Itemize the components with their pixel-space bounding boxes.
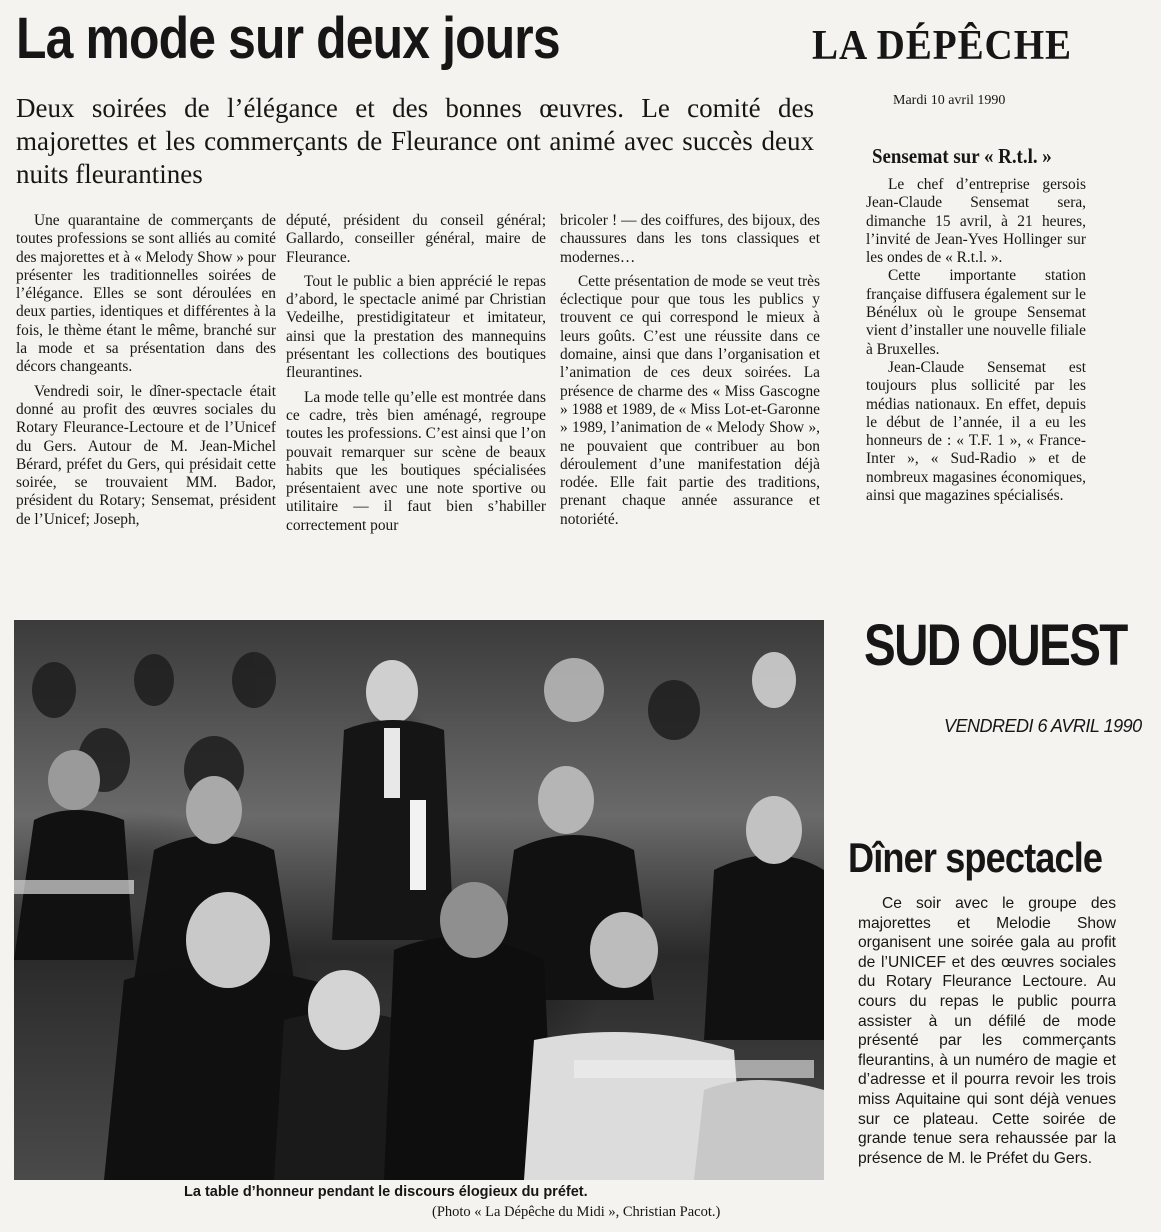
article-column-1 xyxy=(16,212,276,529)
depeche-date: Mardi 10 avril 1990 xyxy=(893,93,1006,108)
paragraph: Jean-Claude Sensemat est toujours plus sollicité par les médias nationaux. En effet, depuis le début de l’année, il a eu les honneurs de : « T.F. 1 », « France-Inter », « Sud-Radio » et de nombreux magasines économiques, ainsi que magazines spécialisés. xyxy=(866,358,1086,505)
paragraph: Cette importante station française diffusera également sur le Bénélux où le groupe Sensemat vient d’installer une nouvelle filiale à Bruxelles. xyxy=(866,267,1086,358)
paragraph: Le chef d’entreprise gersois Jean-Claude Sensemat sera, dimanche 15 avril, à 21 heures, l’invité de Jean-Yves Hollinger sur les ondes de « R.t.l. ». xyxy=(866,176,1086,267)
depeche-article-title: Sensemat sur « R.t.l. » xyxy=(872,144,1052,168)
photo-credit: (Photo « La Dépêche du Midi », Christian Pacot.) xyxy=(432,1204,721,1220)
photo-caption: La table d’honneur pendant le discours élogieux du préfet. xyxy=(184,1184,588,1200)
paragraph: bricoler ! — des coiffures, des bijoux, des chaussures dans les tons classiques et modernes… xyxy=(560,212,820,266)
depeche-masthead: LA DÉPÊCHE xyxy=(812,23,1072,69)
sudouest-article-title: Dîner spectacle xyxy=(848,834,1103,881)
depeche-article-body xyxy=(866,176,1086,505)
paragraph: Cette présentation de mode se veut très éclectique pour que tous les publics y trouvent ce qui correspond le mieux à leurs goûts. C’est une réussite dans ce domaine, ainsi que dans l’organisation et l’animation de ces deux soirées. La présence de charme des « Miss Gascogne » 1988 et 1989, de « Miss Lot-et-Garonne » 1989, l’animation de « Melody Show », ne pouvaient que contribuer au bon déroulement d’une manifestation déjà rodée. Elle fait partie des traditions, prenant chaque année assurance et notoriété. xyxy=(560,272,820,528)
sudouest-article-body xyxy=(858,894,1116,1168)
article-column-3 xyxy=(560,212,820,529)
paragraph: Ce soir avec le groupe des majorettes et Melodie Show organisent une soirée gala au profit de l’UNICEF et des œuvres sociales du Rotary Fleurance Lectoure. Au cours du repas le public pourra assister à un défilé de mode présenté par les commerçants fleurantins, à un numéro de magie et d’adresse et il pourra revoir les trois miss Aquitaine qui sont déjà venues sur ce plateau. Cette soirée de grande tenue sera rehaussée par la présence de M. le Préfet du Gers. xyxy=(858,895,1116,1167)
paragraph: Une quarantaine de commerçants de toutes professions se sont alliés au comité des majorettes et à « Melody Show » pour présenter les traditionnelles soirées de l’élégance. Elles se sont déroulées en deux parties, identiques et différentes à la fois, le thème étant le même, branché sur la mode et sa présentation dans des décors changeants. xyxy=(16,212,276,376)
paragraph: député, président du conseil général; Gallardo, conseiller général, maire de Fleurance. xyxy=(286,212,546,266)
article-standfirst: Deux soirées de l’élégance et des bonnes œuvres. Le comité des majorettes et les commerçants de Fleurance ont animé avec succès deux nuits fleurantines xyxy=(16,93,814,189)
photo-illustration xyxy=(14,620,824,1180)
article-column-2 xyxy=(286,212,546,535)
sudouest-date: VENDREDI 6 AVRIL 1990 xyxy=(944,716,1142,736)
sudouest-masthead: SUD OUEST xyxy=(864,613,1127,678)
paragraph: La mode telle qu’elle est montrée dans ce cadre, très bien aménagé, regroupe toutes les professions. C’est ainsi que l’on pouvait remarquer sur scène de beaux habits que les boutiques spécialisées présentaient avec une note sportive ou utilitaire — il faut bien s’habiller correctement pour xyxy=(286,388,546,534)
paragraph: Tout le public a bien apprécié le repas d’abord, le spectacle animé par Christian Vedeilhe, prestidigitateur et imitateur, ainsi que la prestation des mannequins présentant les collections des boutiques fleurantines. xyxy=(286,272,546,382)
event-photo xyxy=(14,620,824,1180)
article-headline: La mode sur deux jours xyxy=(16,6,560,71)
paragraph: Vendredi soir, le dîner-spectacle était donné au profit des œuvres sociales du Rotary Fleurance-Lectoure et de l’Unicef du Gers. Autour de M. Jean-Michel Bérard, préfet du Gers, qui présidait cette soirée, se trouvaient MM. Bador, président du Rotary; Sensemat, président de l’Unicef; Joseph, xyxy=(16,382,276,528)
